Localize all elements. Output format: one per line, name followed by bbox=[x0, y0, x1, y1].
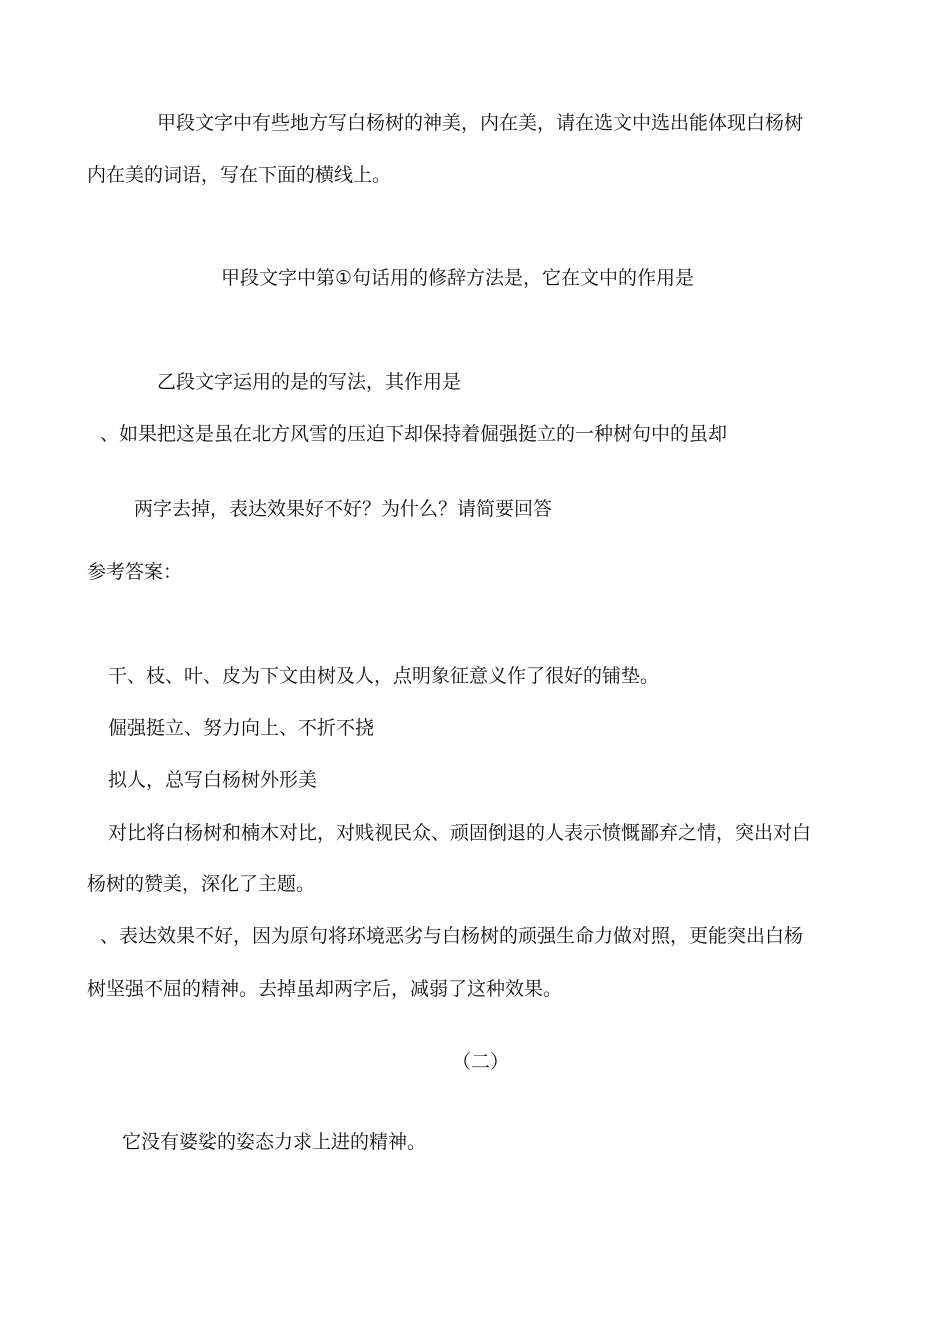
answer-4-line-2: 杨树的赞美，深化了主题。 bbox=[87, 873, 316, 895]
answer-1: 干、枝、叶、皮为下文由树及人，点明象征意义作了很好的铺垫。 bbox=[108, 665, 660, 687]
question-4-line-2: 两字去掉，表达效果好不好？为什么？请简要回答 bbox=[134, 498, 553, 520]
answer-5-line-2: 树坚强不屈的精神。去掉虽却两字后，减弱了这种效果。 bbox=[87, 978, 563, 1000]
question-1-line-2: 内在美的词语，写在下面的横线上。 bbox=[87, 164, 392, 186]
answer-3: 拟人，总写白杨树外形美 bbox=[108, 769, 318, 791]
question-4-line-1: 、如果把这是虽在北方风雪的压迫下却保持着倔强挺立的一种树句中的虽却 bbox=[100, 423, 728, 445]
question-2: 甲段文字中第①句话用的修辞方法是，它在文中的作用是 bbox=[221, 267, 695, 289]
question-1-line-1: 甲段文字中有些地方写白杨树的神美，内在美，请在选文中选出能体现白杨树 bbox=[157, 112, 804, 134]
answers-heading: 参考答案： bbox=[87, 561, 183, 583]
answer-2: 倔强挺立、努力向上、不折不挠 bbox=[108, 717, 375, 739]
question-3: 乙段文字运用的是的写法，其作用是 bbox=[157, 371, 462, 393]
section-two-heading: （二） bbox=[452, 1051, 510, 1073]
answer-4-line-1: 对比将白杨树和楠木对比，对贱视民众、顽固倒退的人表示愤慨鄙弃之情，突出对白 bbox=[108, 822, 812, 844]
section-two-answer: 它没有婆娑的姿态力求上进的精神。 bbox=[122, 1131, 427, 1153]
answer-5-line-1: 、表达效果不好，因为原句将环境恶劣与白杨树的顽强生命力做对照，更能突出白杨 bbox=[100, 925, 804, 947]
